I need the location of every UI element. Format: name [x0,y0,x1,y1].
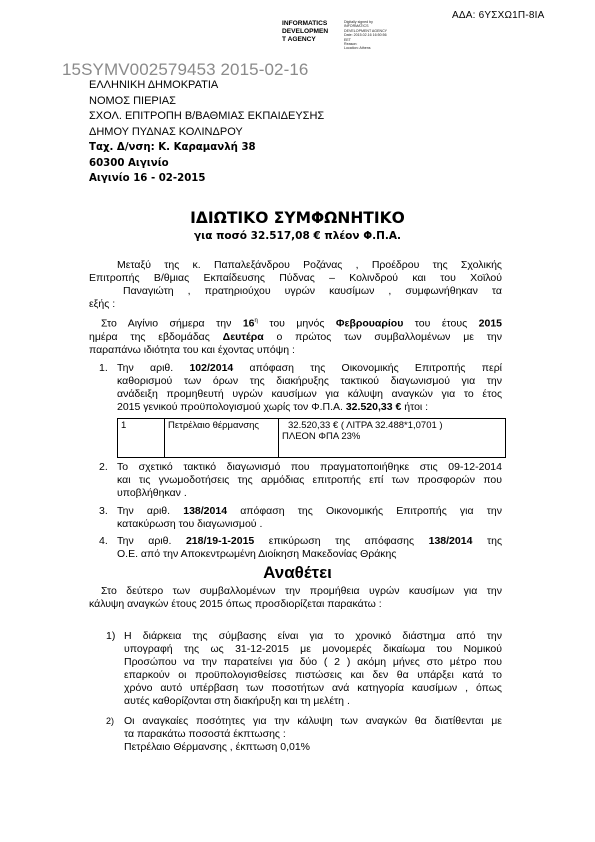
registry-stamp: 15SYMV002579453 2015-02-16 [62,60,309,79]
cell-line: ΠΛΕΟΝ ΦΠΑ 23% [282,431,361,442]
document-date: Αιγινίο 16 - 02-2015 [89,173,206,184]
text-line: Στο Αιγίνιο σήμερα την $16^\eta$ του μηνός Φεβρουαρίου του έτους 2015 [101,317,503,330]
text-line: ημέρα της εβδομάδας Δευτέρα ο πρώτος των συμβαλλομένων με την [89,330,502,343]
text-line: τα παρακάτω ποσοστά έκπτωσης : [124,728,286,740]
sender-line: ΣΧΟΛ. ΕΠΙΤΡΟΠΗ Β/ΒΑΘΜΙΑΣ ΕΚΠΑΙΔΕΥΣΗΣ [89,110,325,122]
text-line: Πετρέλαιο Θέρμανσης , έκπτωση 0,01% [124,741,311,753]
text-line: παραπάνω ιδιότητα του και έχοντας υπόψη : [89,343,295,356]
text-line: 2015 γενικού προϋπολογισμού χωρίς τον Φ.Π.Α. 32.520,33 € ήτοι : [117,401,429,413]
sender-line: ΕΛΛΗΝΙΚΗ ΔΗΜΟΚΡΑΤΙΑ [89,79,219,91]
list-number: 4. [99,535,108,547]
text-line: Το σχετικό τακτικό διαγωνισμό που πραγματοποιήθηκε στις 09-12-2014 [117,461,502,473]
cell-line: 32.520,33 € ( ΛΙΤΡΑ 32.488*1,0701 ) [288,420,443,431]
text-line: καθορισμού των όρων της διακήρυξης τακτικού διαγωνισμού για την [117,375,502,387]
sender-address: Ταχ. Δ/νση: Κ. Καραμανλή 38 [89,142,256,153]
text-line: Την αριθ. 138/2014 απόφαση της Οικονομικής Επιτροπής για την [117,505,503,517]
signature-details: Digitally signed by INFORMATICS DEVELOPMENT AGENCY Date: 2015.02.16 16:50:56 EET Reason: Location: Athens [344,20,388,51]
sender-postcode: 60300 Αιγινίο [89,157,169,169]
text-line: χρόνο αυτό υπέρβαση των ποσοτήτων ανά κατηγορία καυσίμων , όπως [124,682,502,694]
term-number: 1) [106,630,116,642]
sender-line: ΔΗΜΟΥ ΠΥΔΝΑΣ ΚΟΛΙΝΔΡΟΥ [89,125,243,138]
list-item [117,505,502,531]
list-number: 1. [99,362,108,374]
text-line: Οι αναγκαίες ποσότητες για την κάλυψη των αναγκών θα διατίθενται με [124,715,502,727]
text-line: Προσώπου να την παρατείνει για δύο ( 2 ) ακόμη μήνες στο μέτρο που [124,656,502,668]
term-item [124,715,502,754]
text-line: κατακύρωση του διαγωνισμού . [117,518,263,530]
text-line: αυτές καθορίζονται στη διακήρυξη και τη μελέτη . [124,695,350,707]
text-line: επαρκούν οι προϋπολογισθείσες πιστώσεις και δεν θα υπάρξει κατά το [124,669,502,681]
list-item [117,362,502,414]
ada-code: ΑΔΑ: 6ΥΣΧΩ1Π-8ΙΑ [452,10,545,21]
document-title: ΙΔΙΩΤΙΚΟ ΣΥΜΦΩΝΗΤΙΚΟ [190,209,405,227]
text-line: ανάδειξη προμηθευτή υγρών καυσίμων για κάλυψη αναγκών για το έτος [117,388,502,400]
fuel-table [117,418,506,458]
text-line: Ο.Ε. από την Αποκεντρωμένη Διοίκηση Μακεδονίας Θράκης [117,548,397,560]
list-number: 3. [99,505,108,517]
sender-header [89,78,324,187]
signature-organization: INFORMATICS DEVELOPMEN T AGENCY [282,20,329,43]
assignment-paragraph [89,585,502,611]
section-heading: Αναθέτει [263,563,332,582]
term-number: 2) [106,716,115,726]
text-line: Παναγιώτη , πρατηριούχου υγρών καυσίμων , συμφωνήθηκαν τα [123,285,502,297]
text-line: Την αριθ. 218/19-1-2015 επικύρωση της απόφασης 138/2014 της [117,535,503,547]
text-line: και τις γνωμοδοτήσεις της αρμόδιας επιτροπής επί των προσφορών που [117,474,502,486]
list-item [117,535,502,561]
intro-paragraph [89,259,502,311]
text-line: Μεταξύ της κ. Παπαλεξάνδρου Ροζάνας , Προέδρου της Σχολικής [117,259,502,271]
text-line: υπογραφή της ως 31-12-2015 με μονομερές δικαίωμα του Νομικού [124,643,502,655]
text-line: υποβλήθηκαν . [117,487,187,499]
table-row [118,419,506,458]
text-line: Την αριθ. 102/2014 απόφαση της Οικονομικής Επιτροπής περί [117,362,503,374]
text-line: Επιτροπής Β/θμιας Εκπαίδευσης Πύδνας – Κολινδρού και του Χοϊλού [89,272,502,284]
table-cell: Πετρέλαιο θέρμανσης [165,419,279,458]
document-subtitle: για ποσό 32.517,08 € πλέον Φ.Π.Α. [193,230,402,242]
sender-line: ΝΟΜΟΣ ΠΙΕΡΙΑΣ [89,94,176,107]
table-cell [279,419,506,458]
term-item [124,630,502,708]
text-line: κάλυψη αναγκών έτους 2015 όπως προσδιορίζεται παρακάτω : [89,598,382,610]
text-line: Η διάρκεια της σύμβασης είναι για το χρονικό διάστημα από την [124,630,502,642]
table-cell: 1 [118,419,165,458]
text-line: Στο δεύτερο των συμβαλλομένων την προμήθεια υγρών καυσίμων για την [101,585,502,597]
meeting-paragraph [89,315,502,357]
text-line: εξής : [89,298,116,310]
list-number: 2. [99,461,108,473]
list-item [117,461,502,500]
